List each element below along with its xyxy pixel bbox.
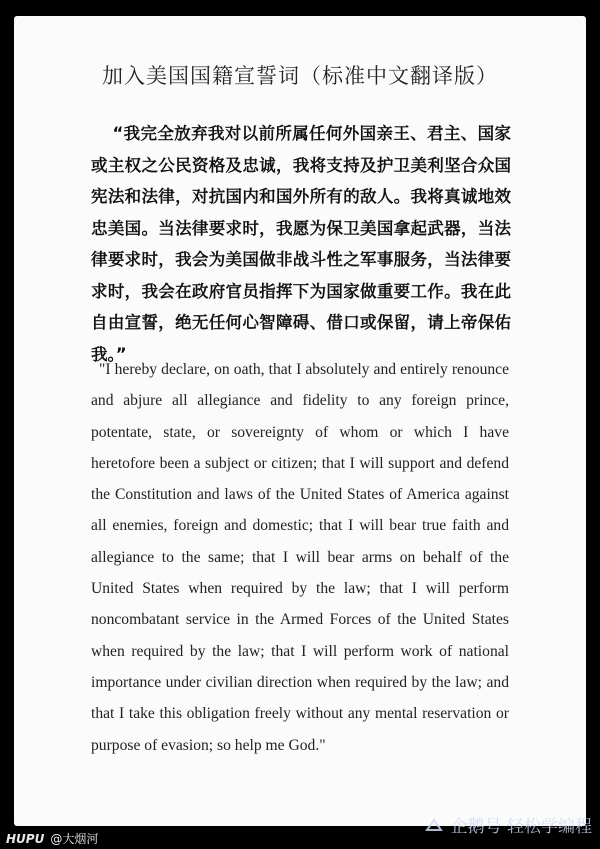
- watermark-left: [6, 830, 98, 847]
- site-watermark: HUPU: [6, 832, 45, 846]
- penguin-logo-icon: [425, 818, 443, 832]
- watermark-right: [425, 812, 592, 837]
- user-watermark: @大烟河: [50, 832, 99, 846]
- platform-watermark: 企鹅号 轻松学编程: [450, 817, 592, 837]
- english-oath-paragraph: "I hereby declare, on oath, that I absolutely and entirely renounce and abjure all allegiance and fidelity to any foreign prince, potentate, state, or sovereignty of whom or which I have heretofore been a subject or citizen; that I will support and defend the Constitution and laws of the United States of America against all enemies, foreign and domestic; that I will bear true faith and allegiance to the same; that I will bear arms on behalf of the United States when required by the law; that I will perform noncombatant service in the Armed Forces of the United States when required by the law; that I will perform work of national importance under civilian direction when required by the law; and that I take this obligation freely without any mental reservation or purpose of evasion; so help me God.": [91, 361, 509, 754]
- chinese-oath-paragraph: “我完全放弃我对以前所属任何外国亲王、君主、国家或主权之公民资格及忠诚，我将支持及护卫美利坚合众国宪法和法律，对抗国内和国外所有的敌人。我将真诚地效忠美国。当法律要求时，我愿为保卫美国拿起武器，当法律要求时，我会为美国做非战斗性之军事服务，当法律要求时，我会在政府官员指挥下为国家做重要工作。我在此自由宣誓，绝无任何心智障碍、借口或保留，请上帝保佑我。”: [91, 124, 511, 364]
- document-title: 加入美国国籍宣誓词（标准中文翻译版）: [102, 64, 498, 88]
